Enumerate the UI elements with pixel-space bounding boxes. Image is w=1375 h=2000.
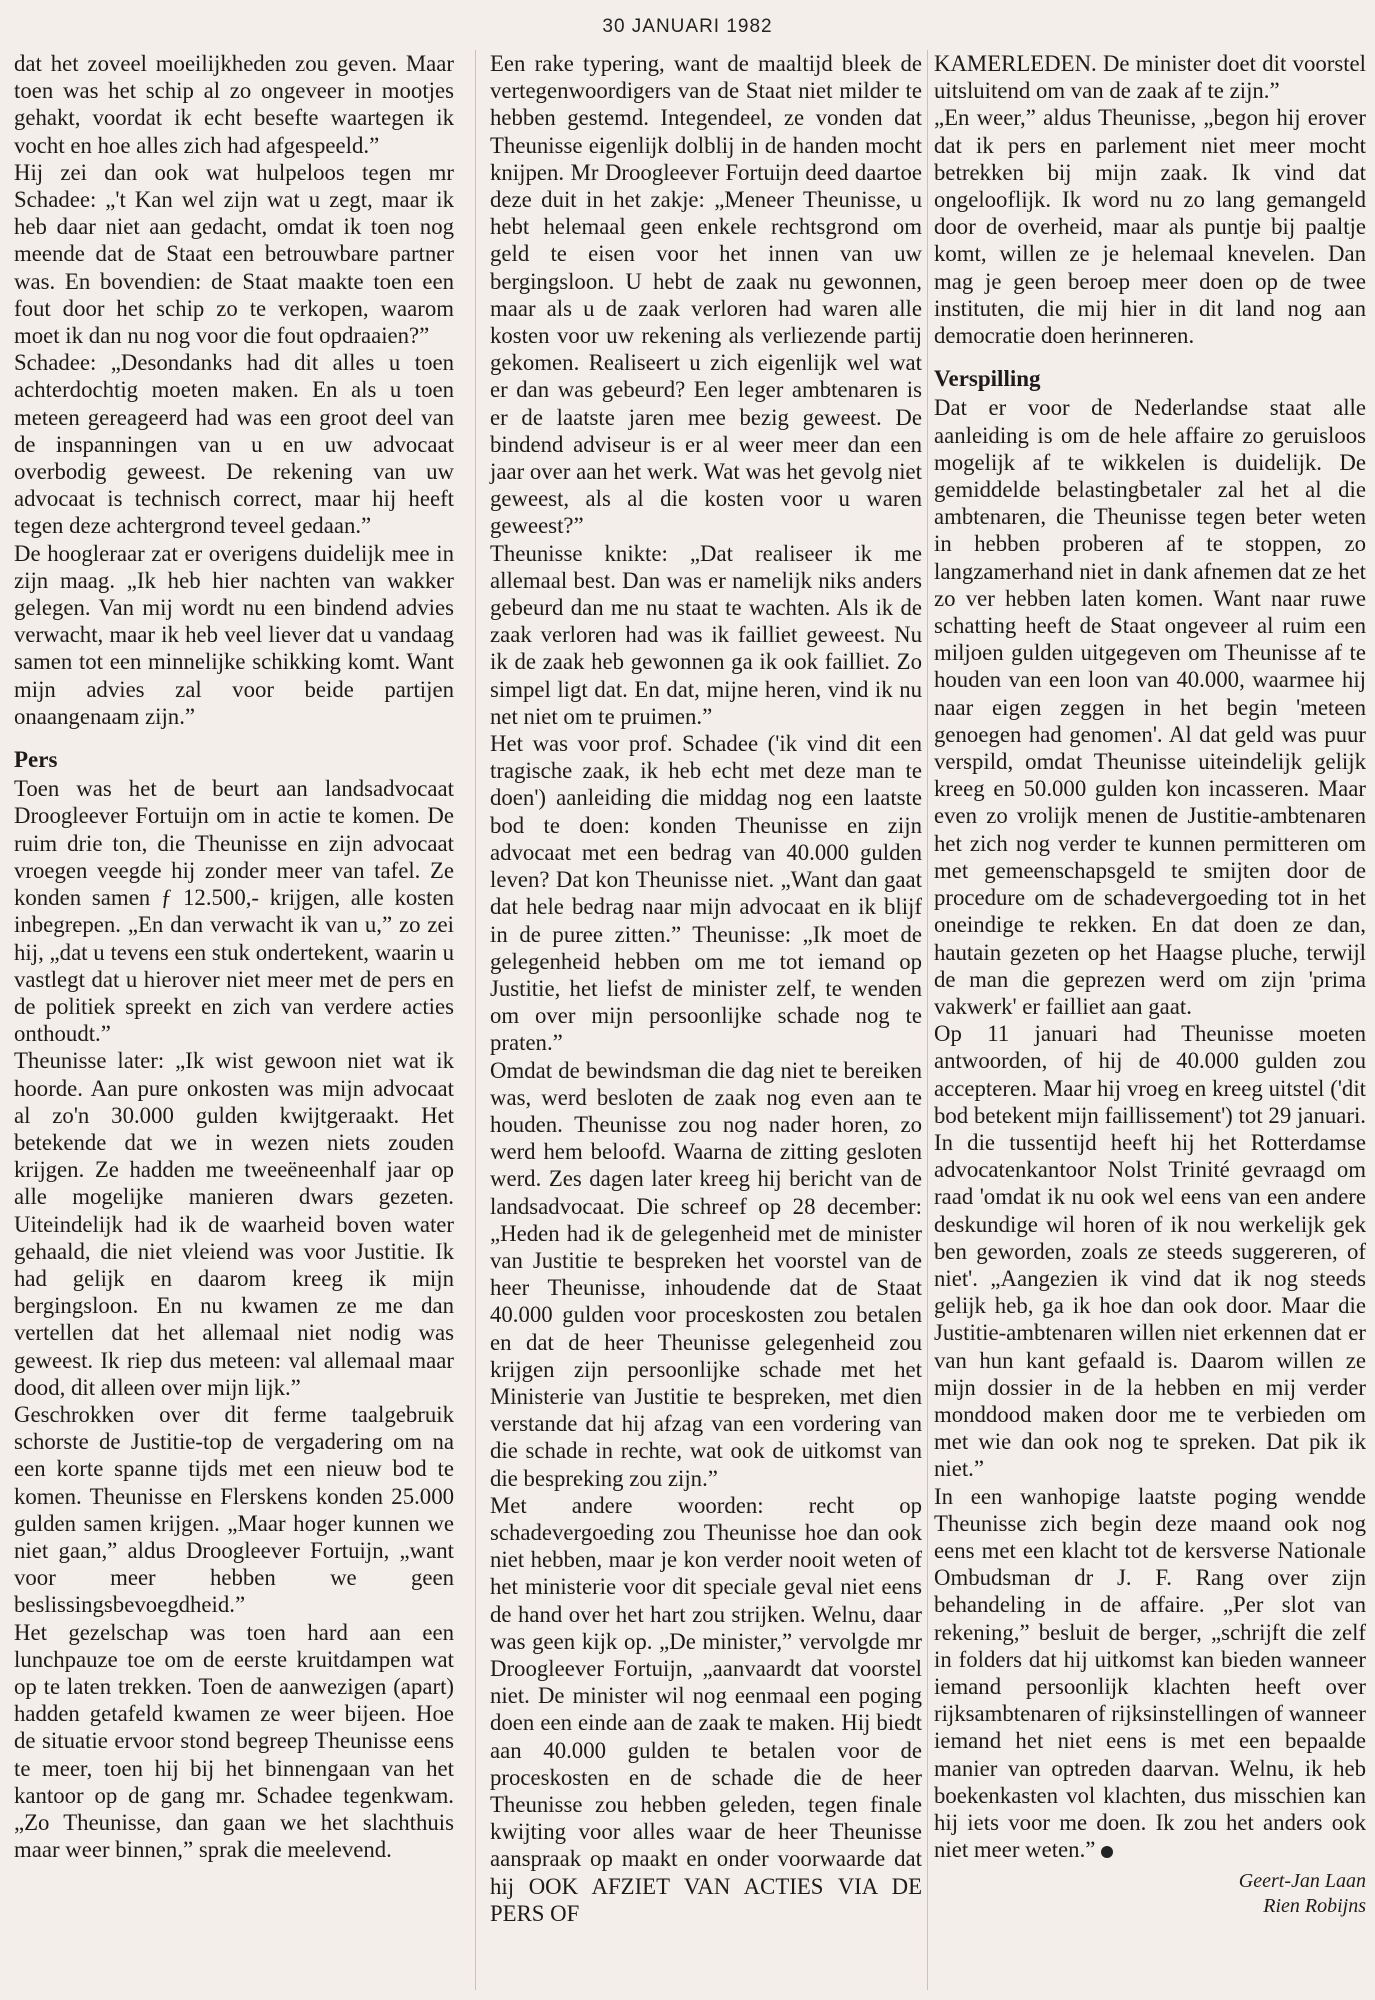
section-heading: Pers — [14, 747, 58, 773]
paragraph: KAMERLEDEN. De minister doet dit voorstel uitsluitend om van de zaak af te zijn.” — [934, 51, 1366, 104]
paragraph: dat het zoveel moeilijkheden zou geven. Maar toen was het schip al zo ongeveer in mootjes gehakt, voordat ik echt besefte waartegen ik vocht en hoe alles zich had afgespeeld.” — [14, 51, 454, 158]
paragraph: Theunisse later: „Ik wist gewoon niet wat ik hoorde. Aan pure onkosten was mijn advocaat al zo'n 30.000 gulden kwijtgeraakt. Het betekende dat we in wezen niets zouden krijgen. Ze hadden me tweeëneenhalf jaar op alle mogelijke manieren dwars gezeten. Uiteindelijk had ik de waarheid boven water gehaald, die niet vleiend was voor Justitie. Ik had gelijk en daarom kreeg ik mijn bergingsloon. En nu kwamen ze me dan vertellen dat het allemaal niet nodig was geweest. Ik riep dus meteen: val allemaal maar dood, dit alleen over mijn lijk.” — [14, 1048, 454, 1400]
paragraph: Toen was het de beurt aan landsadvocaat Droogleever Fortuijn om in actie te komen. De ruim drie ton, die Theunisse en zijn advocaat vroegen veegde hij zonder meer van tafel. Ze konden samen ƒ 12.500,- krijgen, alle kosten inbegrepen. „En dan verwacht ik van u,” zo zei hij, „dat u tevens een stuk ondertekent, waarin u vastlegt dat u hierover niet meer met de pers en de politiek spreekt en zich van verdere acties onthoudt.” — [14, 776, 454, 1047]
paragraph: Het was voor prof. Schadee ('ik vind dit een tragische zaak, ik heb echt met deze man te doen') aanleiding die middag nog een laatste bod te doen: konden Theunisse en zijn advocaat met een bedrag van 40.000 gulden leven? Dat kon Theunisse niet. „Want dan gaat dat hele bedrag naar mijn advocaat en ik blijf in de puree zitten.” Theunisse: „Ik moet de gelegenheid hebben om me tot iemand op Justitie, het liefst de minister zelf, te wenden om over mijn persoonlijke schade nog te praten.” — [490, 731, 922, 1056]
paragraph: Een rake typering, want de maaltijd bleek de vertegenwoordigers van de Staat niet milder te hebben gestemd. Integendeel, ze vonden dat Theunisse eigenlijk dolblij in de handen mocht knijpen. Mr Droogleever Fortuijn deed daartoe deze duit in het zakje: „Meneer Theunisse, u hebt helemaal geen enkele rechtsgrond om geld te eisen voor het innen van uw bergingsloon. U hebt de zaak nu gewonnen, maar als u de zaak verloren had waren alle kosten voor uw rekening als verliezende partij gekomen. Realiseert u zich eigenlijk wel wat er dan was gebeurd? Een leger ambtenaren is er de laatste jaren mee bezig geweest. De bindend adviseur is er al weer meer dan een jaar over aan het werk. Wat was het gevolg niet geweest, als al die kosten voor u waren geweest?” — [490, 51, 922, 539]
paragraph: Op 11 januari had Theunisse moeten antwoorden, of hij de 40.000 gulden zou accepteren. Maar hij vroeg en kreeg uitstel ('dit bod betekent mijn faillissement') tot 29 januari. In die tussentijd heeft hij het Rotterdamse advocatenkantoor Nolst Trinité gevraagd om raad 'omdat ik nu ook wel eens van een andere deskundige wil horen of ik nou werkelijk gek ben geworden, zoals ze steeds suggereren, of niet'. „Aangezien ik vind dat ik nog steeds gelijk heb, ga ik hoe dan ook door. Maar die Justitie-ambtenaren willen niet erkennen dat er van hun kant gefaald is. Daarom willen ze mijn dossier in de la hebben en mij verder monddood maken door me te verbieden om met wie dan ook nog te spreken. Dat pik ik niet.” — [934, 1021, 1366, 1482]
paragraph: In een wanhopige laatste poging wendde Theunisse zich begin deze maand ook nog eens met een klacht tot de kersverse Nationale Ombudsman dr J. F. Rang over zijn behandeling in de affaire. „Per slot van rekening,” besluit de berger, „schrijft die zelf in folders dat hij uitkomst kan bieden wanneer iemand persoonlijk klachten heeft over rijksambtenaren of rijksinstellingen of wanneer iemand het niet eens is met een bepaalde manier van optreden daarvan. Welnu, ik heb boekenkasten vol klachten, dus misschien kan hij iets voor me doen. Ik zou het anders ook niet meer weten.” — [934, 1483, 1366, 1863]
byline-author: Rien Robijns — [1263, 1895, 1366, 1918]
paragraph: De hoogleraar zat er overigens duidelijk mee in zijn maag. „Ik heb hier nachten van wakker gelegen. Van mij wordt nu een bindend advies verwacht, maar ik heb veel liever dat u vandaag samen tot een minnelijke schikking komt. Want mijn advies zal voor beide partijen onaangenaam zijn.” — [14, 540, 454, 729]
section-heading: Verspilling — [934, 366, 1041, 392]
paragraph: „En weer,” aldus Theunisse, „begon hij erover dat ik pers en parlement niet meer mocht betrekken bij mijn zaak. Ik vind dat ongelooflijk. Ik word nu zo lang gemangeld door de overheid, maar als puntje bij paaltje komt, willen ze je helemaal knevelen. Dan mag je geen beroep meer doen op de twee instituten, die mij hier in dit land nog aan democratie doen herinneren. — [934, 105, 1366, 349]
column-rule — [475, 50, 476, 1990]
paragraph: Schadee: „Desondanks had dit alles u toen achterdochtig moeten maken. En als u toen meteen gereageerd had was een groot deel van de inspanningen van u en uw advocaat overbodig geweest. De rekening van uw advocaat is technisch correct, maar hij heeft tegen deze achtergrond teveel gedaan.” — [14, 350, 454, 539]
article-column-1 — [14, 50, 454, 1863]
article-column-3 — [934, 50, 1366, 1919]
byline — [934, 1869, 1366, 1919]
article-column-2 — [490, 50, 922, 1927]
paragraph: Hij zei dan ook wat hulpeloos tegen mr Schadee: „'t Kan wel zijn wat u zegt, maar ik heb daar niet aan gedacht, omdat ik toen nog meende dat de Staat een betrouwbare partner was. En bovendien: de Staat maakte toen een fout door het schip zo te verkopen, waarom moet ik dan nu nog voor die fout opdraaien?” — [14, 159, 454, 349]
paragraph: Geschrokken over dit ferme taalgebruik schorste de Justitie-top de vergadering om na een korte spanne tijds met een nieuw bod te komen. Theunisse en Flerskens konden 25.000 gulden samen krijgen. „Maar hoger kunnen we niet gaan,” aldus Droogleever Fortuijn, „want voor meer hebben we geen beslissingsbevoegdheid.” — [14, 1401, 454, 1618]
end-mark-icon — [1101, 1846, 1113, 1858]
paragraph: Dat er voor de Nederlandse staat alle aanleiding is om de hele affaire zo geruisloos mogelijk af te wikkelen is duidelijk. De gemiddelde belastingbetaler zal het al die ambtenaren, die Theunisse tegen beter weten in hebben proberen af te stoppen, zo langzamerhand niet in dank afnemen dat ze het zo ver hebben laten komen. Want naar ruwe schatting heeft de Staat ongeveer al ruim een miljoen gulden uitgegeven om Theunisse af te houden van een loon van 40.000, waarmee hij naar eigen zeggen in het begin 'meteen genoegen had genomen'. Al dat geld was puur verspild, omdat Theunisse uiteindelijk gelijk kreeg en 50.000 gulden kon incasseren. Maar even zo vrolijk menen de Justitie-ambtenaren het zich nog verder te kunnen permitteren om met gemeenschapsgeld te smijten door de procedure om de schadevergoeding tot in het oneindige te rekken. En dat doen ze dan, hautain gezeten op het Haagse pluche, terwijl de man die geprezen werd om zijn 'prima vakwerk' er failliet aan gaat. — [934, 395, 1366, 1019]
paragraph: Met andere woorden: recht op schadevergoeding zou Theunisse hoe dan ook niet hebben, maar je kon verder nooit weten of het ministerie voor dit speciale geval niet eens de hand over het hart zou strijken. Welnu, daar was geen kijk op. „De minister,” vervolgde mr Droogleever Fortuijn, „aanvaardt dat voorstel niet. De minister wil nog eenmaal een poging doen een einde aan de zaak te maken. Hij biedt aan 40.000 gulden te betalen voor de proceskosten en de schade die de heer Theunisse zou hebben geleden, tegen finale kwijting voor alles waar de heer Theunisse aanspraak op maakt en onder voorwaarde dat hij OOK AFZIET VAN ACTIES VIA DE PERS OF — [490, 1492, 922, 1926]
byline-author: Geert-Jan Laan — [1238, 1870, 1366, 1893]
paragraph: Het gezelschap was toen hard aan een lunchpauze toe om de eerste kruitdampen wat op te laten trekken. Toen de aanwezigen (apart) hadden getafeld kwamen ze weer bijeen. Hoe de situatie ervoor stond begreep Theunisse eens te meer, toen hij bij het binnengaan van het kantoor op de gang mr. Schadee tegenkwam. „Zo Theunisse, dan gaan we het slachthuis maar weer binnen,” sprak die meelevend. — [14, 1619, 454, 1863]
page-date: 30 JANUARI 1982 — [602, 16, 773, 37]
paragraph: Omdat de bewindsman die dag niet te bereiken was, werd besloten de zaak nog even aan te houden. Theunisse zou nog nader horen, zo werd hem beloofd. Waarna de zitting gesloten werd. Zes dagen later kreeg hij bericht van de landsadvocaat. Die schreef op 28 december: „Heden had ik de gelegenheid met de minister van Justitie te bespreken het voorstel van de heer Theunisse, inhoudende dat de Staat 40.000 gulden voor proceskosten zou betalen en dat de heer Theunisse gelegenheid zou krijgen zijn persoonlijke schade met het Ministerie van Justitie te bespreken, met dien verstande dat hij afzag van een vordering van die schade in rechte, wat ook de uitkomst van die bespreking zou zijn.” — [490, 1057, 922, 1491]
column-rule — [927, 50, 928, 1990]
paragraph: Theunisse knikte: „Dat realiseer ik me allemaal best. Dan was er namelijk niks anders gebeurd dan me nu staat te wachten. Als ik de zaak verloren had was ik failliet geweest. Nu ik de zaak heb gewonnen ga ik ook failliet. Zo simpel ligt dat. En dat, mijne heren, vind ik nu net niet om te pruimen.” — [490, 540, 922, 729]
